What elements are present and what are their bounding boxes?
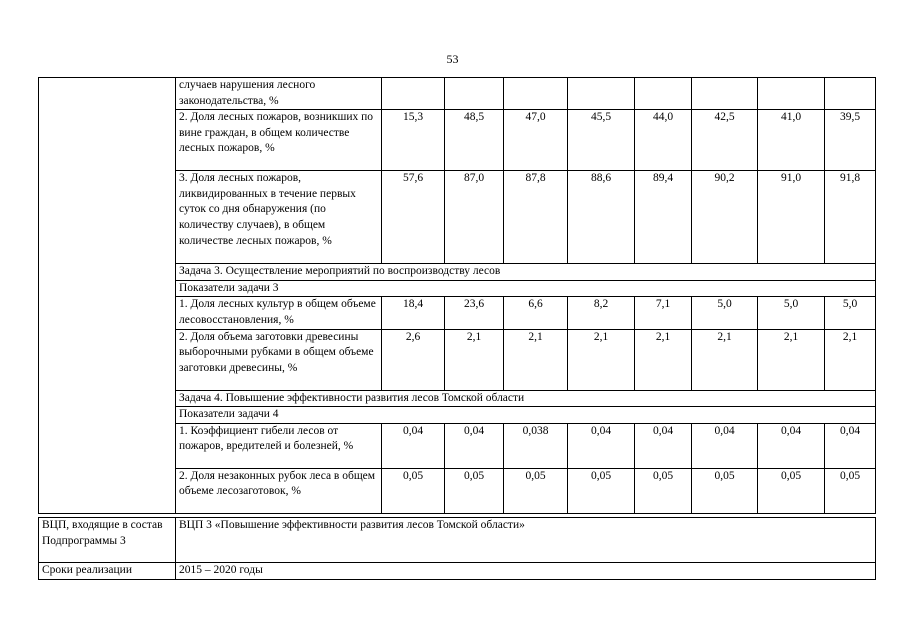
indicator-value bbox=[758, 78, 825, 110]
indicator-value: 8,2 bbox=[568, 297, 635, 329]
vcp-value: ВЦП 3 «Повышение эффективности развития лесов Томской области» bbox=[176, 518, 876, 563]
terms-label: Сроки реализации bbox=[39, 563, 176, 580]
task-indicators-label: Показатели задачи 3 bbox=[176, 280, 876, 297]
indicator-value bbox=[635, 78, 692, 110]
indicator-value bbox=[825, 78, 876, 110]
indicator-value: 2,1 bbox=[504, 329, 568, 390]
indicator-value: 87,0 bbox=[445, 171, 504, 264]
indicator-value bbox=[504, 78, 568, 110]
indicator-value: 0,04 bbox=[825, 423, 876, 468]
indicator-value: 5,0 bbox=[825, 297, 876, 329]
indicator-name: 2. Доля объема заготовки древесины выборочными рубками в общем объеме заготовки древесины, % bbox=[176, 329, 382, 390]
indicator-name: 2. Доля незаконных рубок леса в общем объеме лесозаготовок, % bbox=[176, 468, 382, 513]
indicator-value: 0,038 bbox=[504, 423, 568, 468]
indicator-value: 42,5 bbox=[692, 110, 758, 171]
indicator-value: 0,05 bbox=[445, 468, 504, 513]
task-indicators-label: Показатели задачи 4 bbox=[176, 407, 876, 424]
indicator-name: случаев нарушения лесного законодательства, % bbox=[176, 78, 382, 110]
indicator-value: 5,0 bbox=[692, 297, 758, 329]
passport-footer-table bbox=[38, 517, 876, 580]
table-row bbox=[39, 563, 876, 580]
goals-label-cell bbox=[39, 78, 176, 514]
indicator-name: 1. Доля лесных культур в общем объеме лесовосстановления, % bbox=[176, 297, 382, 329]
indicator-value: 6,6 bbox=[504, 297, 568, 329]
indicator-value: 2,1 bbox=[758, 329, 825, 390]
indicator-value bbox=[445, 78, 504, 110]
indicator-value: 89,4 bbox=[635, 171, 692, 264]
subprogram-passport-table bbox=[38, 77, 876, 514]
indicator-value: 47,0 bbox=[504, 110, 568, 171]
indicator-name: 2. Доля лесных пожаров, возникших по вине граждан, в общем количестве лесных пожаров, % bbox=[176, 110, 382, 171]
indicator-value: 2,1 bbox=[568, 329, 635, 390]
table-row bbox=[39, 78, 876, 110]
indicator-value: 0,05 bbox=[568, 468, 635, 513]
indicator-name: 1. Коэффициент гибели лесов от пожаров, вредителей и болезней, % bbox=[176, 423, 382, 468]
indicator-value: 2,1 bbox=[692, 329, 758, 390]
indicator-value: 5,0 bbox=[758, 297, 825, 329]
indicator-value: 0,04 bbox=[635, 423, 692, 468]
indicator-value: 0,04 bbox=[568, 423, 635, 468]
indicator-value: 91,8 bbox=[825, 171, 876, 264]
terms-value: 2015 – 2020 годы bbox=[176, 563, 876, 580]
vcp-label: ВЦП, входящие в состав Подпрограммы 3 bbox=[39, 518, 176, 563]
indicator-value: 44,0 bbox=[635, 110, 692, 171]
indicator-value: 90,2 bbox=[692, 171, 758, 264]
indicator-value bbox=[382, 78, 445, 110]
task-title: Задача 3. Осуществление мероприятий по воспроизводству лесов bbox=[176, 264, 876, 281]
indicator-value: 87,8 bbox=[504, 171, 568, 264]
indicator-value: 39,5 bbox=[825, 110, 876, 171]
indicator-value: 23,6 bbox=[445, 297, 504, 329]
indicator-value: 0,04 bbox=[382, 423, 445, 468]
indicator-value: 7,1 bbox=[635, 297, 692, 329]
indicator-value bbox=[692, 78, 758, 110]
indicator-value: 0,05 bbox=[382, 468, 445, 513]
task-title: Задача 4. Повышение эффективности развития лесов Томской области bbox=[176, 390, 876, 407]
indicator-value bbox=[568, 78, 635, 110]
indicator-value: 2,1 bbox=[445, 329, 504, 390]
indicator-value: 0,05 bbox=[504, 468, 568, 513]
indicator-value: 48,5 bbox=[445, 110, 504, 171]
indicator-value: 15,3 bbox=[382, 110, 445, 171]
indicator-value: 41,0 bbox=[758, 110, 825, 171]
indicator-value: 0,05 bbox=[758, 468, 825, 513]
table-row bbox=[39, 518, 876, 563]
indicator-value: 0,04 bbox=[445, 423, 504, 468]
indicator-value: 0,05 bbox=[825, 468, 876, 513]
indicator-value: 2,6 bbox=[382, 329, 445, 390]
page-number: 53 bbox=[446, 52, 459, 66]
indicator-value: 57,6 bbox=[382, 171, 445, 264]
indicator-value: 2,1 bbox=[635, 329, 692, 390]
indicator-name: 3. Доля лесных пожаров, ликвидированных в течение первых суток со дня обнаружения (по количеству случаев), в общем количестве лесных пожаров, % bbox=[176, 171, 382, 264]
indicator-value: 0,05 bbox=[635, 468, 692, 513]
indicator-value: 91,0 bbox=[758, 171, 825, 264]
indicator-value: 88,6 bbox=[568, 171, 635, 264]
indicator-value: 0,04 bbox=[758, 423, 825, 468]
indicator-value: 45,5 bbox=[568, 110, 635, 171]
indicator-value: 0,04 bbox=[692, 423, 758, 468]
indicator-value: 18,4 bbox=[382, 297, 445, 329]
indicator-value: 0,05 bbox=[692, 468, 758, 513]
indicator-value: 2,1 bbox=[825, 329, 876, 390]
